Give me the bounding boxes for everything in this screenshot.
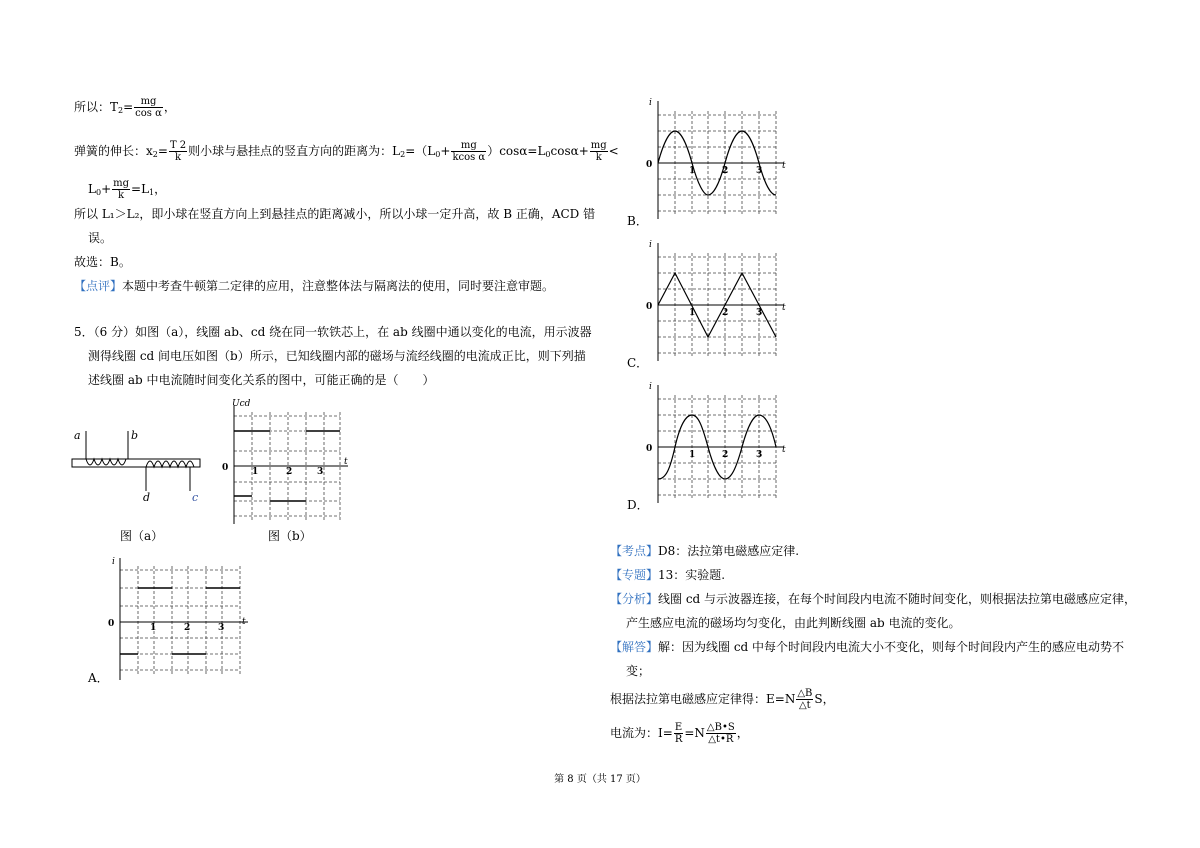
figure-a-caption: 图（a） [120,529,164,543]
t-label: t [344,457,348,467]
question-5-line-1: 5．（6 分）如图（a），线圈 ab、cd 绕在同一软铁芯上，在 ab 线圈中通以变化的电流，用示波器 [74,325,592,339]
option-b-label: B． [627,214,648,228]
tick-3: 3 [317,467,324,477]
i-label: i [112,557,115,567]
knowledge-tag: 【考点】 [610,544,659,558]
i-label: i [649,98,652,108]
line-answer: 故选：B。 [74,255,131,269]
current-formula-line: 电流为：I= $\frac{E}{R}$ =N $\frac{\triangle B•S}{\triangle t•R}$ ， [610,722,749,745]
tick-2: 2 [722,166,729,176]
t-label: t [242,617,246,627]
tick-2: 2 [184,623,191,633]
tick-3: 3 [756,166,763,176]
option-d-label: D． [627,498,649,512]
tick-3: 3 [756,450,763,460]
faraday-law-line: 根据法拉第电磁感应定律得：E=N $\frac{\triangle B}{\triangle t}$ S， [610,688,835,711]
option-c-plot [644,237,794,363]
tick-2: 2 [722,308,729,318]
i-label: i [649,240,652,250]
analysis-tag: 【分析】 [610,592,659,606]
knowledge-point: 【考点】D8：法拉第电磁感应定律. [610,544,800,558]
line-conclusion: 所以 L₁＞L₂，即小球在竖直方向上到悬挂点的距离减小，所以小球一定升高，故 B 正确，ACD 错 [74,207,596,221]
line-spring-extension: 弹簧的伸长：$x_2=$ $\frac{T 2}{k}$ 则小球与悬挂点的竖直方向的距离为：$L_2=(L_0+$ $\frac{mg}{\text{kcos α}}$ ）$\cos\alpha=L_0\cos\alpha+$ $\frac{mg}{k}$ < [74,140,619,163]
option-a-label: A． [88,671,109,685]
fraction-mg-cos: $\frac{mg}{\text{cos α}}$ [135,96,162,119]
zero-label: 0 [646,302,653,312]
solution-tag: 【解答】 [610,640,659,654]
ucd-label: Ucd [232,399,251,409]
coil-label-c: c [192,491,199,504]
zero-label: 0 [646,444,653,454]
tick-1: 1 [150,623,157,633]
solution-line-1: 【解答】解：因为线圈 cd 中每个时间段内电流大小不变化，则每个时间段内产生的感应电动势不 [610,640,1125,654]
topic: 【专题】13：实验题. [610,568,726,582]
analysis-line-2: 产生感应电流的磁场均匀变化，由此判断线圈 ab 电流的变化。 [626,616,961,630]
line-conclusion-2: 误。 [88,231,113,245]
solution-line-2: 变； [626,664,651,678]
t-label: t [782,161,786,171]
question-5-line-2: 测得线圈 cd 间电压如图（b）所示，已知线圈内部的磁场与流经线圈的电流成正比，则下列描 [88,349,586,363]
tick-1: 1 [689,450,696,460]
figure-b-plot [200,398,360,528]
analysis-line-1: 【分析】线圈 cd 与示波器连接，在每个时间段内电流不随时间变化，则根据法拉第电磁感应定律， [610,592,1137,606]
tick-1: 1 [689,166,696,176]
line-l0: $L_0+$ $\frac{mg}{k}$ $=L_1$， [88,178,167,201]
option-d-plot [644,379,794,505]
tick-1: 1 [689,308,696,318]
t-label: t [782,445,786,455]
i-label: i [649,382,652,392]
option-b-plot [644,95,794,221]
zero-label: 0 [108,619,115,629]
coil-label-d: d [143,491,151,504]
option-c-label: C． [627,356,649,370]
tick-3: 3 [218,623,225,633]
zero-label: 0 [222,463,229,473]
comment-tag: 【点评】 [74,279,123,293]
tick-3: 3 [756,308,763,318]
line-comment: 【点评】本题中考查牛顿第二定律的应用，注意整体法与隔离法的使用，同时要注意审题。 [74,279,555,293]
t-label: t [782,303,786,313]
tick-2: 2 [286,467,293,477]
coil-label-b: b [131,429,139,442]
topic-tag: 【专题】 [610,568,659,582]
figure-a-coil [68,425,208,505]
option-a-plot [102,550,252,682]
coil-label-a: a [74,429,81,442]
tick-1: 1 [252,467,259,477]
question-5-line-3: 述线圈 ab 中电流随时间变化关系的图中，可能正确的是（ ） [88,373,435,387]
tick-2: 2 [722,450,729,460]
page-footer: 第 8 页（共 17 页） [554,774,646,785]
line-t2: 所以：$T_2=$ $\frac{mg}{\text{cos α}}$ ， [74,96,176,119]
figure-b-caption: 图（b） [268,529,312,543]
zero-label: 0 [646,160,653,170]
